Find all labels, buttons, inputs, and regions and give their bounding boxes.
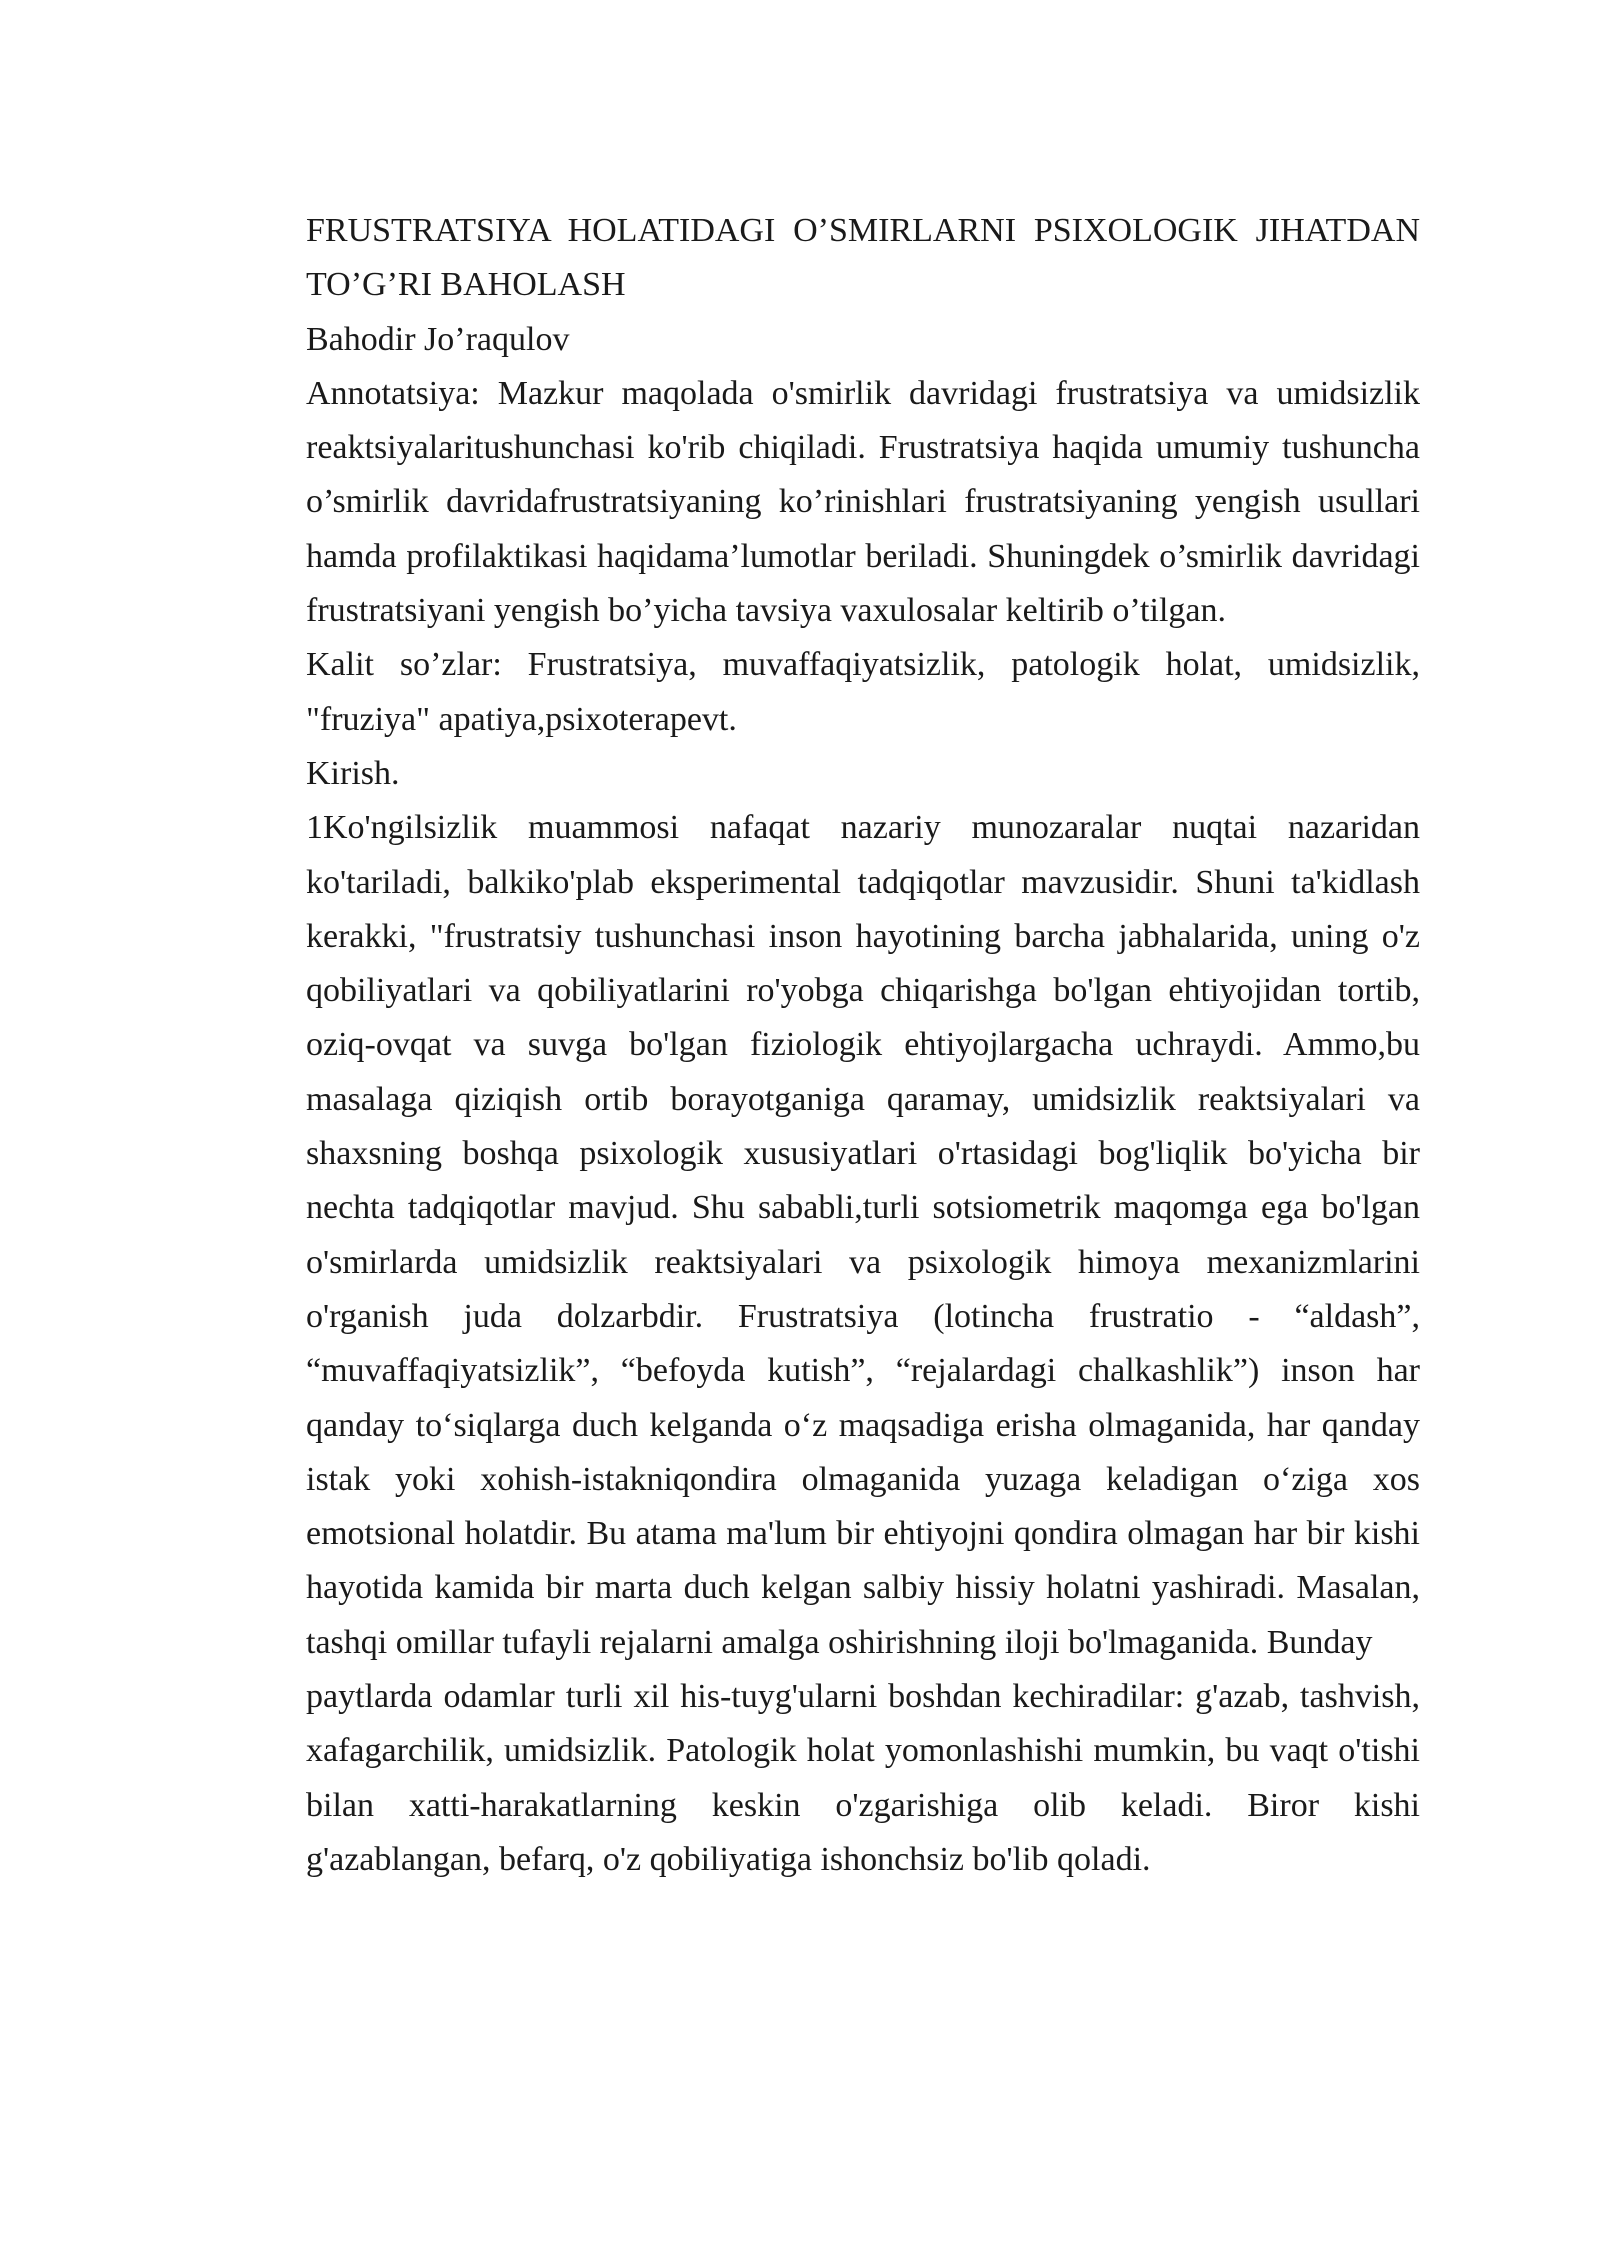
- body-paragraph-1: 1Ko'ngilsizlik muammosi nafaqat nazariy munozaralar nuqtai nazaridan ko'tariladi, balkiko'plab eksperimental tadqiqotlar mavzusidir. Shuni ta'kidlash kerakki, "frustratsiy tushunchasi inson hayotining barcha jabhalarida, uning o'z qobiliyatlari va qobiliyatlarini ro'yobga chiqarishga bo'lgan ehtiyojidan tortib, oziq-ovqat va suvga bo'lgan fiziologik ehtiyojlargacha uchraydi. Ammo,bu masalaga qiziqish ortib borayotganiga qaramay, umidsizlik reaktsiyalari va shaxsning boshqa psixologik xususiyatlari o'rtasidagi bog'liqlik bo'yicha bir nechta tadqiqotlar mavjud. Shu sababli,turli sotsiometrik maqomga ega bo'lgan o'smirlarda umidsizlik reaktsiyalari va psixologik himoya mexanizmlarini o'rganish juda dolzarbdir. Frustratsiya (lotincha frustratio - “aldash”, “muvaffaqiyatsizlik”, “befoyda kutish”, “rejalardagi chalkashlik”) inson har qanday to‘siqlarga duch kelganda o‘z maqsadiga erisha olmaganida, har qanday istak yoki xohish-istakniqondira olmaganida yuzaga keladigan o‘ziga xos emotsional holatdir. Bu atama ma'lum bir ehtiyojni qondira olmagan har bir kishi hayotida kamida bir marta duch kelgan salbiy hissiy holatni yashiradi. Masalan, tashqi omillar tufayli rejalarni amalga oshirishning iloji bo'lmaganida. Bunday: [306, 809, 1420, 1661]
- keywords-paragraph: Kalit so’zlar: Frustratsiya, muvaffaqiyatsizlik, patologik holat, umidsizlik, "fruziya" apatiya,psixoterapevt.: [306, 646, 1420, 738]
- abstract-paragraph: Annotatsiya: Mazkur maqolada o'smirlik davridagi frustratsiya va umidsizlik reaktsiyalaritushunchasi ko'rib chiqiladi. Frustratsiya haqida umumiy tushuncha o’smirlik davridafrustratsiyaning ko’rinishlari frustratsiyaning yengish usullari hamda profilaktikasi haqidama’lumotlar beriladi. Shuningdek o’smirlik davridagi frustratsiyani yengish bo’yicha tavsiya vaxulosalar keltirib o’tilgan.: [306, 374, 1420, 630]
- intro-heading: Kirish.: [306, 754, 400, 792]
- article-title: FRUSTRATSIYA HOLATIDAGI O’SMIRLARNI PSIXOLOGIK JIHATDAN TO’G’RI BAHOLASH: [306, 212, 1420, 304]
- article-author: Bahodir Jo’raqulov: [306, 320, 570, 358]
- body-paragraph-2: paytlarda odamlar turli xil his-tuyg'ularni boshdan kechiradilar: g'azab, tashvish, xafagarchilik, umidsizlik. Patologik holat yomonlashishi mumkin, bu vaqt o'tishi bilan xatti-harakatlarning keskin o'zgarishiga olib keladi. Biror kishi g'azablangan, befarq, o'z qobiliyatiga ishonchsiz bo'lib qoladi.: [306, 1678, 1420, 1878]
- document-page: [306, 204, 1420, 1887]
